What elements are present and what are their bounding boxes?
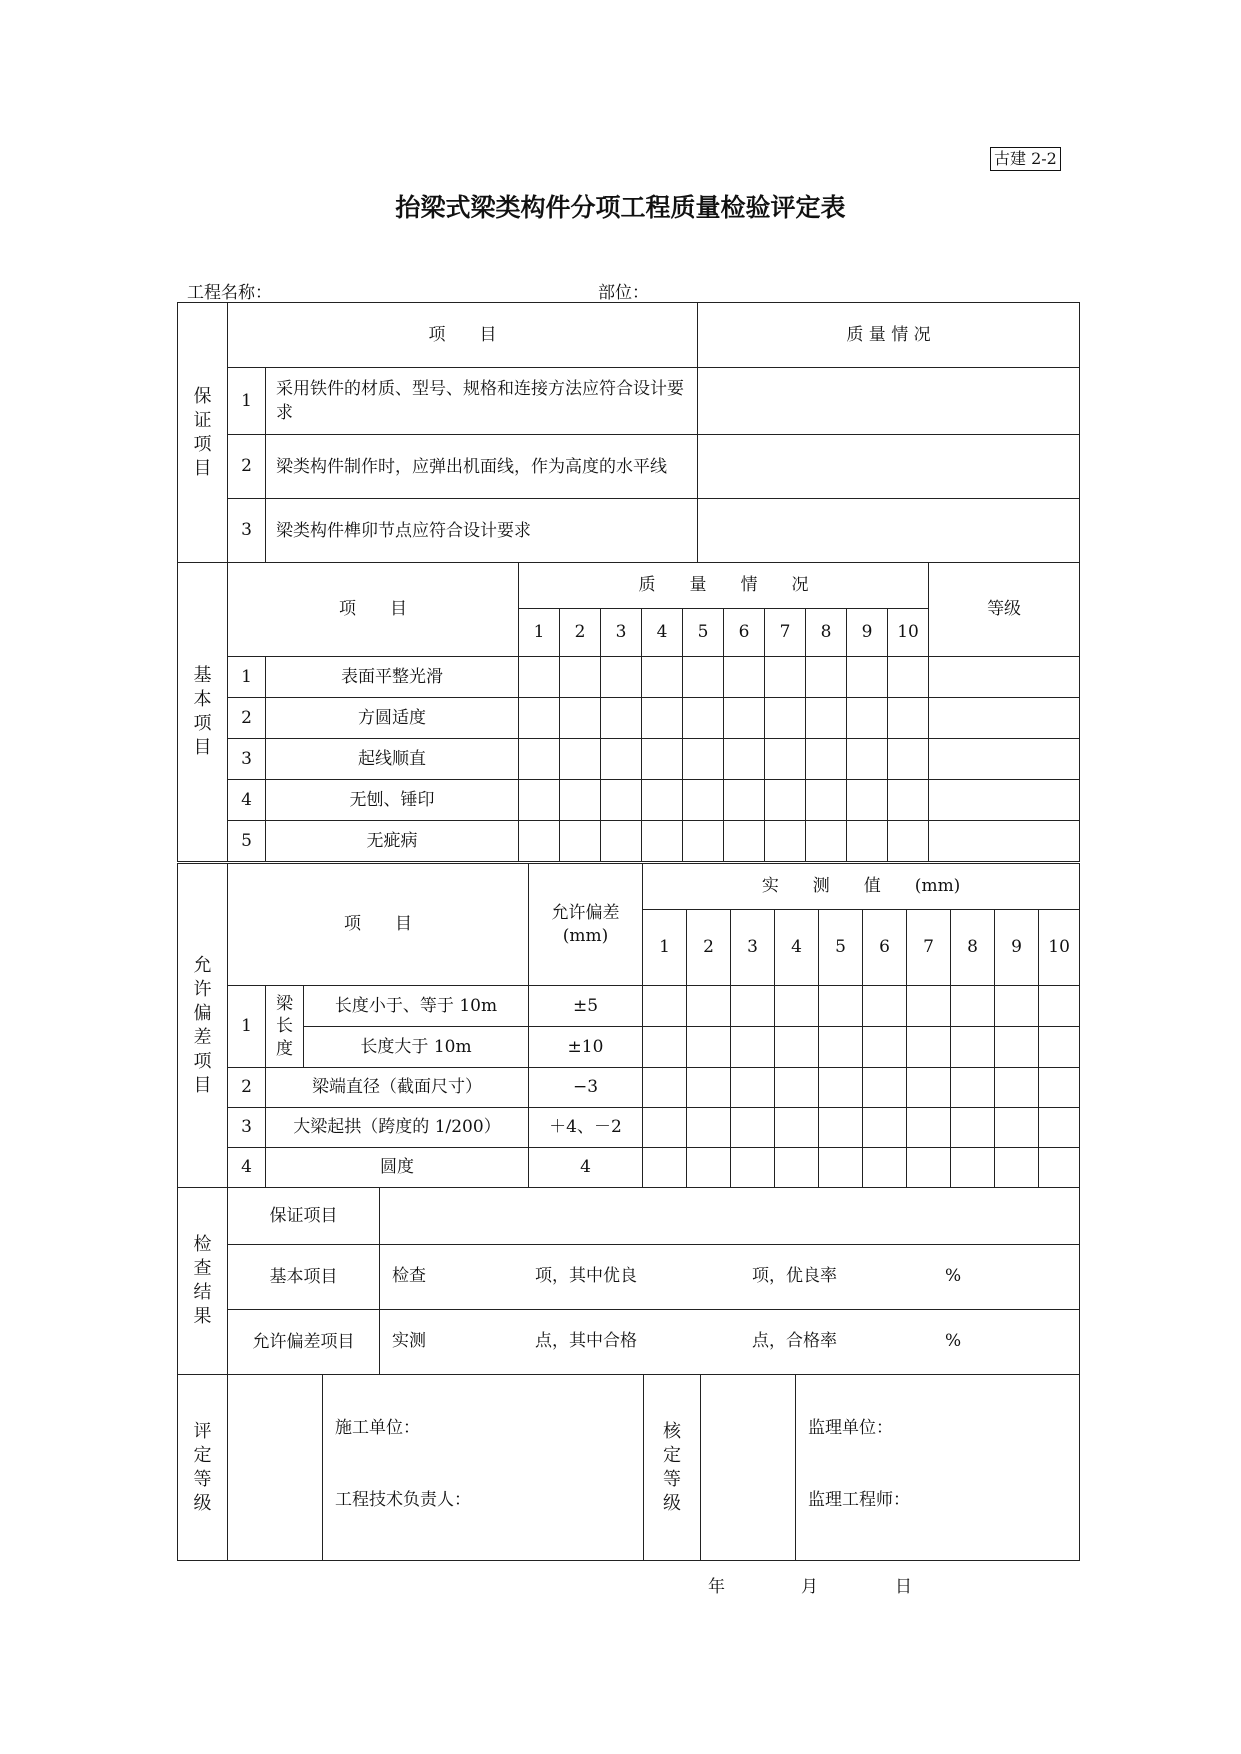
deviation-col-measured: 实 测 值 (mm) xyxy=(643,864,1080,910)
cell[interactable] xyxy=(888,657,929,698)
cell[interactable] xyxy=(888,739,929,780)
verify-label: 核 定 等 级 xyxy=(644,1375,701,1561)
cell[interactable] xyxy=(765,739,806,780)
cell[interactable] xyxy=(765,698,806,739)
cell[interactable] xyxy=(995,1108,1039,1148)
cell[interactable] xyxy=(519,698,560,739)
guarantee-row-quality[interactable] xyxy=(698,368,1080,435)
cell[interactable] xyxy=(995,1148,1039,1188)
contractor-cell[interactable] xyxy=(323,1375,644,1561)
table-row xyxy=(178,1027,1080,1068)
cell[interactable] xyxy=(1039,1027,1080,1068)
guarantee-col-item: 项 目 xyxy=(228,303,698,368)
cell[interactable] xyxy=(951,1148,995,1188)
dev-num: 8 xyxy=(951,910,995,986)
cell[interactable] xyxy=(1039,986,1080,1027)
supervisor-unit-label: 监理单位： xyxy=(808,1418,893,1438)
results-basic-line[interactable] xyxy=(380,1245,1080,1310)
grade-cell[interactable] xyxy=(929,739,1080,780)
row-allow: −3 xyxy=(529,1068,643,1108)
allow-header-line1: 允许偏差 xyxy=(551,903,620,924)
form-code: 古建 2-2 xyxy=(990,147,1061,171)
guarantee-row-text: 采用铁件的材质、型号、规格和连接方法应符合设计要求 xyxy=(266,368,698,435)
table-row xyxy=(178,698,1080,739)
cell[interactable] xyxy=(819,986,863,1027)
cell[interactable] xyxy=(1039,1148,1080,1188)
basic-col-item: 项 目 xyxy=(228,563,519,657)
beam-length-label: 梁 长 度 xyxy=(266,986,304,1068)
cell[interactable] xyxy=(863,986,907,1027)
results-label: 检 查 结 果 xyxy=(178,1188,228,1375)
deviation-col-item: 项 目 xyxy=(228,864,529,986)
row-text: 起线顺直 xyxy=(266,739,519,780)
results-guarantee-value[interactable] xyxy=(380,1188,1080,1245)
cell[interactable] xyxy=(724,698,765,739)
cell[interactable] xyxy=(683,780,724,821)
evaluation-section xyxy=(177,1374,1079,1561)
row-text: 长度大于 10m xyxy=(304,1027,529,1068)
page-title: 抬梁式梁类构件分项工程质量检验评定表 xyxy=(395,193,846,222)
cell[interactable] xyxy=(687,986,731,1027)
grade-cell[interactable] xyxy=(929,657,1080,698)
cell[interactable] xyxy=(724,657,765,698)
table-row xyxy=(178,986,1080,1027)
cell[interactable] xyxy=(907,1068,951,1108)
cell[interactable] xyxy=(519,821,560,862)
evaluation-label: 评 定 等 级 xyxy=(178,1375,228,1561)
cell[interactable] xyxy=(601,821,642,862)
project-name-label: 工程名称： xyxy=(187,283,272,303)
basic-label: 基 本 项 目 xyxy=(178,563,228,862)
cell[interactable] xyxy=(907,1108,951,1148)
cell[interactable] xyxy=(601,657,642,698)
cell[interactable] xyxy=(724,780,765,821)
supervisor-engineer-label: 监理工程师： xyxy=(808,1490,910,1510)
cell[interactable] xyxy=(687,1108,731,1148)
dev-num: 1 xyxy=(643,910,687,986)
row-text: 大梁起拱（跨度的 1/200） xyxy=(266,1108,529,1148)
cell[interactable] xyxy=(731,1108,775,1148)
row-text: 方圆适度 xyxy=(266,698,519,739)
cell[interactable] xyxy=(642,698,683,739)
dev-num: 3 xyxy=(731,910,775,986)
cell[interactable] xyxy=(995,986,1039,1027)
date-month: 月 xyxy=(801,1577,818,1597)
cell[interactable] xyxy=(724,739,765,780)
cell[interactable] xyxy=(907,1148,951,1188)
grade-cell[interactable] xyxy=(929,780,1080,821)
results-dev-label: 允许偏差项目 xyxy=(228,1310,380,1375)
basic-check-text: 检查 xyxy=(392,1266,426,1286)
cell[interactable] xyxy=(775,1027,819,1068)
cell[interactable] xyxy=(601,780,642,821)
results-section xyxy=(177,1187,1079,1375)
cell[interactable] xyxy=(819,1027,863,1068)
cell[interactable] xyxy=(1039,1108,1080,1148)
cell[interactable] xyxy=(765,657,806,698)
cell[interactable] xyxy=(819,1108,863,1148)
cell[interactable] xyxy=(847,821,888,862)
cell[interactable] xyxy=(683,739,724,780)
cell[interactable] xyxy=(560,739,601,780)
grade-cell[interactable] xyxy=(929,698,1080,739)
dev-num: 7 xyxy=(907,910,951,986)
cell[interactable] xyxy=(863,1068,907,1108)
cell[interactable] xyxy=(560,821,601,862)
allow-header-line2: (mm) xyxy=(562,925,609,946)
cell[interactable] xyxy=(560,657,601,698)
dev-num: 5 xyxy=(819,910,863,986)
cell[interactable] xyxy=(731,986,775,1027)
basic-num: 6 xyxy=(724,609,765,657)
guarantee-row-quality[interactable] xyxy=(698,499,1080,563)
cell[interactable] xyxy=(888,780,929,821)
basic-col-quality: 质 量 情 况 xyxy=(519,563,929,609)
evaluation-grade-cell[interactable] xyxy=(228,1375,323,1561)
cell[interactable] xyxy=(951,1108,995,1148)
row-text: 长度小于、等于 10m xyxy=(304,986,529,1027)
contractor-label: 施工单位： xyxy=(335,1418,420,1438)
basic-num: 4 xyxy=(642,609,683,657)
cell[interactable] xyxy=(731,1148,775,1188)
cell[interactable] xyxy=(519,739,560,780)
deviation-label: 允 许 偏 差 项 目 xyxy=(178,864,228,1188)
cell[interactable] xyxy=(519,657,560,698)
cell[interactable] xyxy=(643,1027,687,1068)
row-no: 4 xyxy=(228,1148,266,1188)
results-dev-line[interactable] xyxy=(380,1310,1080,1375)
cell[interactable] xyxy=(601,698,642,739)
location-label: 部位： xyxy=(598,283,649,303)
table-row xyxy=(178,1148,1080,1188)
cell[interactable] xyxy=(888,698,929,739)
row-text: 表面平整光滑 xyxy=(266,657,519,698)
cell[interactable] xyxy=(819,1068,863,1108)
table-row xyxy=(178,1068,1080,1108)
results-basic-label: 基本项目 xyxy=(228,1245,380,1310)
table-row xyxy=(178,1108,1080,1148)
basic-num: 10 xyxy=(888,609,929,657)
cell[interactable] xyxy=(1039,1068,1080,1108)
date-year: 年 xyxy=(708,1577,725,1597)
grade-cell[interactable] xyxy=(929,821,1080,862)
basic-col-grade: 等级 xyxy=(929,563,1080,657)
cell[interactable] xyxy=(951,986,995,1027)
row-no: 3 xyxy=(228,1108,266,1148)
guarantee-label: 保 证 项 目 xyxy=(178,303,228,563)
cell[interactable] xyxy=(642,657,683,698)
row-allow: ±10 xyxy=(529,1027,643,1068)
cell[interactable] xyxy=(642,780,683,821)
cell[interactable] xyxy=(819,1148,863,1188)
basic-num: 3 xyxy=(601,609,642,657)
tech-lead-label: 工程技术负责人： xyxy=(335,1490,471,1510)
cell[interactable] xyxy=(806,698,847,739)
cell[interactable] xyxy=(863,1027,907,1068)
dev-end-text: 点，合格率 xyxy=(752,1331,837,1351)
cell[interactable] xyxy=(560,698,601,739)
cell[interactable] xyxy=(519,780,560,821)
row-text: 圆度 xyxy=(266,1148,529,1188)
guarantee-row-no: 3 xyxy=(228,499,266,563)
cell[interactable] xyxy=(847,780,888,821)
cell[interactable] xyxy=(642,739,683,780)
row-no: 5 xyxy=(228,821,266,862)
cell[interactable] xyxy=(731,1027,775,1068)
cell[interactable] xyxy=(775,1068,819,1108)
row-allow: 4 xyxy=(529,1148,643,1188)
basic-num: 7 xyxy=(765,609,806,657)
cell[interactable] xyxy=(643,986,687,1027)
row-text: 无刨、锤印 xyxy=(266,780,519,821)
cell[interactable] xyxy=(724,821,765,862)
guarantee-row-quality[interactable] xyxy=(698,435,1080,499)
cell[interactable] xyxy=(847,739,888,780)
cell[interactable] xyxy=(683,698,724,739)
cell[interactable] xyxy=(951,1027,995,1068)
cell[interactable] xyxy=(888,821,929,862)
cell[interactable] xyxy=(683,657,724,698)
dev-num: 10 xyxy=(1039,910,1080,986)
guarantee-row-no: 2 xyxy=(228,435,266,499)
row-allow: ±5 xyxy=(529,986,643,1027)
verify-grade-cell[interactable] xyxy=(701,1375,796,1561)
cell[interactable] xyxy=(643,1148,687,1188)
dev-num: 2 xyxy=(687,910,731,986)
cell[interactable] xyxy=(806,821,847,862)
table-row xyxy=(178,821,1080,862)
row-no: 2 xyxy=(228,1068,266,1108)
basic-num: 9 xyxy=(847,609,888,657)
basic-section xyxy=(177,562,1079,862)
cell[interactable] xyxy=(847,698,888,739)
row-no: 3 xyxy=(228,739,266,780)
cell[interactable] xyxy=(775,986,819,1027)
cell[interactable] xyxy=(643,1108,687,1148)
cell[interactable] xyxy=(683,821,724,862)
basic-num: 5 xyxy=(683,609,724,657)
dev-num: 9 xyxy=(995,910,1039,986)
row-no: 1 xyxy=(228,657,266,698)
row-no: 4 xyxy=(228,780,266,821)
row-no: 2 xyxy=(228,698,266,739)
results-guarantee-label: 保证项目 xyxy=(228,1188,380,1245)
basic-pct-text: % xyxy=(945,1266,962,1286)
basic-end-text: 项，优良率 xyxy=(752,1266,837,1286)
row-no: 1 xyxy=(228,986,266,1068)
dev-mid-text: 点，其中合格 xyxy=(535,1331,637,1351)
dev-pct-text: % xyxy=(945,1331,962,1351)
row-allow: ＋4、－2 xyxy=(529,1108,643,1148)
cell[interactable] xyxy=(731,1068,775,1108)
cell[interactable] xyxy=(863,1108,907,1148)
cell[interactable] xyxy=(806,739,847,780)
cell[interactable] xyxy=(907,1027,951,1068)
basic-num: 8 xyxy=(806,609,847,657)
guarantee-row-no: 1 xyxy=(228,368,266,435)
cell[interactable] xyxy=(775,1108,819,1148)
dev-check-text: 实测 xyxy=(392,1331,426,1351)
cell[interactable] xyxy=(687,1027,731,1068)
basic-num: 1 xyxy=(519,609,560,657)
date-day: 日 xyxy=(895,1577,912,1597)
basic-num: 2 xyxy=(560,609,601,657)
table-row xyxy=(178,739,1080,780)
cell[interactable] xyxy=(560,780,601,821)
cell[interactable] xyxy=(995,1027,1039,1068)
guarantee-row-text: 梁类构件制作时，应弹出机面线，作为高度的水平线 xyxy=(266,435,698,499)
cell[interactable] xyxy=(907,986,951,1027)
cell[interactable] xyxy=(687,1068,731,1108)
guarantee-col-quality: 质 量 情 况 xyxy=(698,303,1080,368)
row-text: 梁端直径（截面尺寸） xyxy=(266,1068,529,1108)
cell[interactable] xyxy=(995,1068,1039,1108)
cell[interactable] xyxy=(863,1148,907,1188)
cell[interactable] xyxy=(847,657,888,698)
dev-num: 6 xyxy=(863,910,907,986)
cell[interactable] xyxy=(765,821,806,862)
cell[interactable] xyxy=(806,657,847,698)
cell[interactable] xyxy=(765,780,806,821)
guarantee-row-text: 梁类构件榫卯节点应符合设计要求 xyxy=(266,499,698,563)
basic-mid-text: 项，其中优良 xyxy=(535,1266,637,1286)
deviation-col-allow xyxy=(529,864,643,986)
cell[interactable] xyxy=(806,780,847,821)
cell[interactable] xyxy=(642,821,683,862)
table-row xyxy=(178,657,1080,698)
cell[interactable] xyxy=(951,1068,995,1108)
deviation-section xyxy=(177,863,1079,1188)
row-text: 无疵病 xyxy=(266,821,519,862)
cell[interactable] xyxy=(643,1068,687,1108)
dev-num: 4 xyxy=(775,910,819,986)
supervisor-cell[interactable] xyxy=(796,1375,1080,1561)
cell[interactable] xyxy=(601,739,642,780)
table-row xyxy=(178,780,1080,821)
cell[interactable] xyxy=(687,1148,731,1188)
guarantee-section xyxy=(177,302,1079,563)
cell[interactable] xyxy=(775,1148,819,1188)
